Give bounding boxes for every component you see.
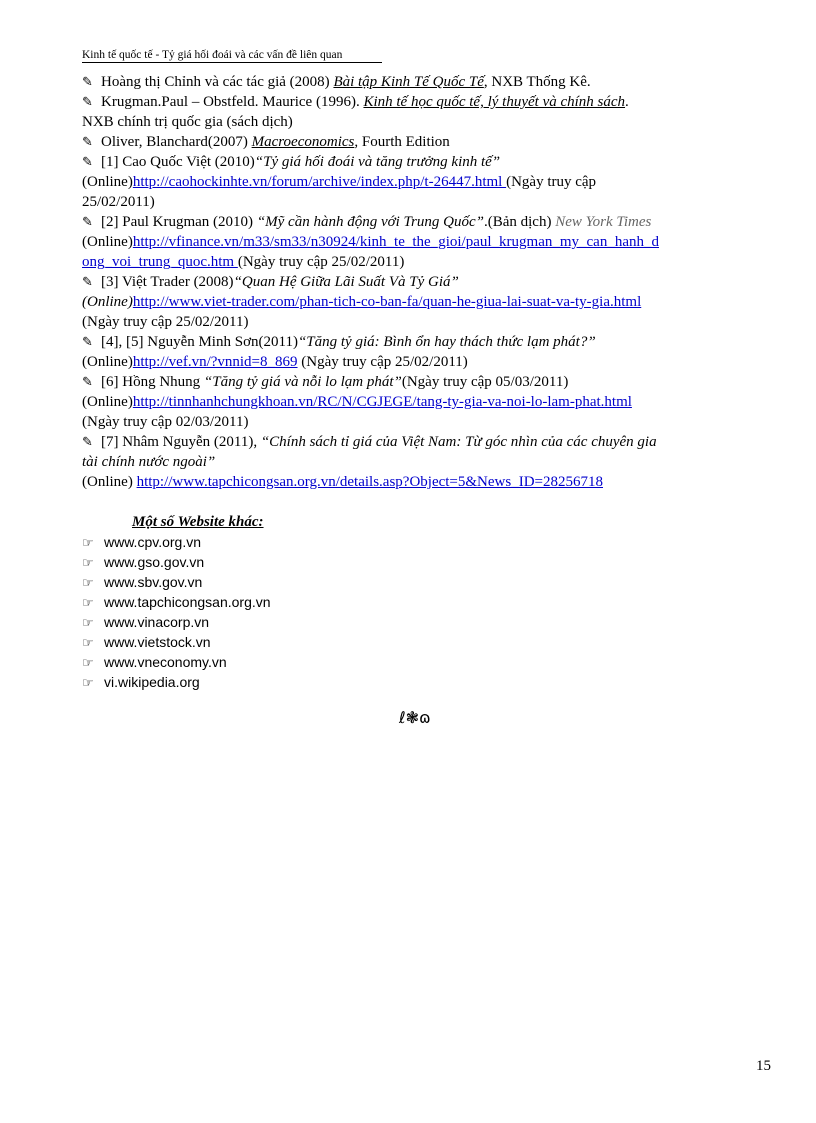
pencil-bullet-icon: ✎ xyxy=(82,215,93,230)
hand-bullet-icon: ☞ xyxy=(82,596,94,611)
reference-item: ✎ [4], [5] Nguyễn Minh Sơn(2011)“Tăng tỷ giá: Bình ổn hay thách thức lạm phát?” xyxy=(82,332,772,352)
hand-bullet-icon: ☞ xyxy=(82,536,94,551)
reference-item: ✎ [3] Việt Trader (2008)“Quan Hệ Giữa Lãi Suất Và Tỷ Giá” xyxy=(82,272,772,292)
page-number: 15 xyxy=(756,1058,771,1074)
pencil-bullet-icon: ✎ xyxy=(82,95,93,110)
running-header: Kinh tế quốc tế - Tỷ giá hối đoái và các vấn đề liên quan xyxy=(82,48,382,63)
website-item: ☞ www.cpv.org.vn xyxy=(82,532,482,552)
other-websites xyxy=(82,512,482,692)
reference-item: ✎ [6] Hồng Nhung “Tăng tỷ giá và nỗi lo lạm phát”(Ngày truy cập 05/03/2011) xyxy=(82,372,772,392)
article-title: “Quan Hệ Giữa Lãi Suất Và Tỷ Giá” xyxy=(233,274,459,290)
pencil-bullet-icon: ✎ xyxy=(82,335,93,350)
article-title: “Tỷ giá hối đoái và tăng trưởng kinh tế” xyxy=(254,154,501,170)
reference-link[interactable]: http://caohockinhte.vn/forum/archive/index.php/t-26447.html xyxy=(132,174,507,190)
hand-bullet-icon: ☞ xyxy=(82,656,94,671)
reference-item: ✎ Hoàng thị Chỉnh và các tác giả (2008) Bài tập Kinh Tế Quốc Tế, NXB Thống Kê. xyxy=(82,72,772,92)
article-title: “Mỹ cần hành động với Trung Quốc” xyxy=(256,214,484,230)
article-title: “Tăng tỷ giá và nỗi lo lạm phát” xyxy=(203,374,402,390)
hand-bullet-icon: ☞ xyxy=(82,576,94,591)
pencil-bullet-icon: ✎ xyxy=(82,135,93,150)
website-item: ☞ vi.wikipedia.org xyxy=(82,672,482,692)
reference-link[interactable]: http://www.tapchicongsan.org.vn/details.asp?Object=5&News_ID=28256718 xyxy=(136,474,603,490)
website-item: ☞ www.tapchicongsan.org.vn xyxy=(82,592,482,612)
reference-item: ✎ Krugman.Paul – Obstfeld. Maurice (1996). Kinh tế học quốc tế, lý thuyết và chính sách. xyxy=(82,92,772,112)
reference-item: ✎ Oliver, Blanchard(2007) Macroeconomics, Fourth Edition xyxy=(82,132,772,152)
pencil-bullet-icon: ✎ xyxy=(82,435,93,450)
article-title: “Tăng tỷ giá: Bình ổn hay thách thức lạm phát?” xyxy=(297,334,596,350)
reference-link[interactable]: ong_voi_trung_quoc.htm xyxy=(82,254,238,270)
article-title: “Chính sách tỉ giá của Việt Nam: Từ góc nhìn của các chuyên gia xyxy=(260,434,657,450)
pencil-bullet-icon: ✎ xyxy=(82,155,93,170)
reference-item: ✎ [1] Cao Quốc Việt (2010)“Tỷ giá hối đoái và tăng trưởng kinh tế” xyxy=(82,152,772,172)
hand-bullet-icon: ☞ xyxy=(82,676,94,691)
reference-link[interactable]: http://www.viet-trader.com/phan-tich-co-ban-fa/quan-he-giua-lai-suat-va-ty-gia.html xyxy=(132,294,642,310)
website-item: ☞ www.vinacorp.vn xyxy=(82,612,482,632)
website-item: ☞ www.vneconomy.vn xyxy=(82,652,482,672)
book-title: Kinh tế học quốc tế, lý thuyết và chính sách xyxy=(363,94,626,110)
book-title: Bài tập Kinh Tế Quốc Tế xyxy=(333,74,484,90)
book-title: Macroeconomics xyxy=(251,134,355,150)
websites-heading: Một số Website khác: xyxy=(132,514,264,530)
reference-link[interactable]: http://vef.vn/?vnnid=8_869 xyxy=(132,354,298,370)
ornament-icon: ℓ❃ɷ xyxy=(399,708,431,727)
reference-link[interactable]: http://vfinance.vn/m33/sm33/n30924/kinh_te_the_gioi/paul_krugman_my_can_hanh_d xyxy=(132,234,659,250)
hand-bullet-icon: ☞ xyxy=(82,616,94,631)
hand-bullet-icon: ☞ xyxy=(82,636,94,651)
pencil-bullet-icon: ✎ xyxy=(82,75,93,90)
publication-name: New York Times xyxy=(555,214,652,230)
reference-link[interactable]: http://tinnhanhchungkhoan.vn/RC/N/CGJEGE/tang-ty-gia-va-noi-lo-lam-phat.html xyxy=(132,394,632,410)
reference-list: ✎ Hoàng thị Chỉnh và các tác giả (2008) Bài tập Kinh Tế Quốc Tế, NXB Thống Kê. ✎ Krugman.Paul – Obstfeld. Maurice (1996). Kinh tế học quốc tế, lý thuyết và chính sách. NXB chính trị quốc gia (sách dịch) ✎ Oliver, Blanchard(2007) Macroeconomics, Fourth Edition ✎ [1] Cao Quốc Việt (2010)“Tỷ giá hối đoái và tăng trưởng kinh tế” (Online)http://caohockinhte.vn/forum/archive/index.php/t-26447.html (Ngày truy cập 25/02/2011) ✎ [2] Paul Krugman (2010) “Mỹ cần hành động với Trung Quốc”.(Bản dịch) New York Times (Online)http://vfinance.vn/m33/sm33/n30924/kinh_te_the_gioi/paul_krugman_my_can_hanh_d ong_voi_trung_quoc.htm (Ngày truy cập 25/02/2011) ✎ [3] Việt Trader (2008)“Quan Hệ Giữa Lãi Suất Và Tỷ Giá” (Online)http://www.viet-trader.com/phan-tich-co-ban-fa/quan-he-giua-lai-suat-va-ty-gia.html (Ngày truy cập 25/02/2011) ✎ [4], [5] Nguyễn Minh Sơn(2011)“Tăng tỷ giá: Bình ổn hay thách thức lạm phát?” (Online)http://vef.vn/?vnnid=8_869 (Ngày truy cập 25/02/2011) ✎ [6] Hồng Nhung “Tăng tỷ giá và nỗi lo lạm phát”(Ngày truy cập 05/03/2011) (Online)http://tinnhanhchungkhoan.vn/RC/N/CGJEGE/tang-ty-gia-va-noi-lo-lam-phat.html (Ngày truy cập 02/03/2011) ✎ [7] Nhâm Nguyễn (2011), “Chính sách tỉ giá của Việt Nam: Từ góc nhìn của các chuyên gia tài chính nước ngoài” (Online) http://www.tapchicongsan.org.vn/details.asp?Object=5&News_ID=28256718 xyxy=(82,72,772,492)
website-item: ☞ www.vietstock.vn xyxy=(82,632,482,652)
reference-item: ✎ [2] Paul Krugman (2010) “Mỹ cần hành động với Trung Quốc”.(Bản dịch) New York Times xyxy=(82,212,772,232)
website-item: ☞ www.sbv.gov.vn xyxy=(82,572,482,592)
reference-item: ✎ [7] Nhâm Nguyễn (2011), “Chính sách tỉ giá của Việt Nam: Từ góc nhìn của các chuyên gia xyxy=(82,432,772,452)
hand-bullet-icon: ☞ xyxy=(82,556,94,571)
pencil-bullet-icon: ✎ xyxy=(82,275,93,290)
website-item: ☞ www.gso.gov.vn xyxy=(82,552,482,572)
pencil-bullet-icon: ✎ xyxy=(82,375,93,390)
